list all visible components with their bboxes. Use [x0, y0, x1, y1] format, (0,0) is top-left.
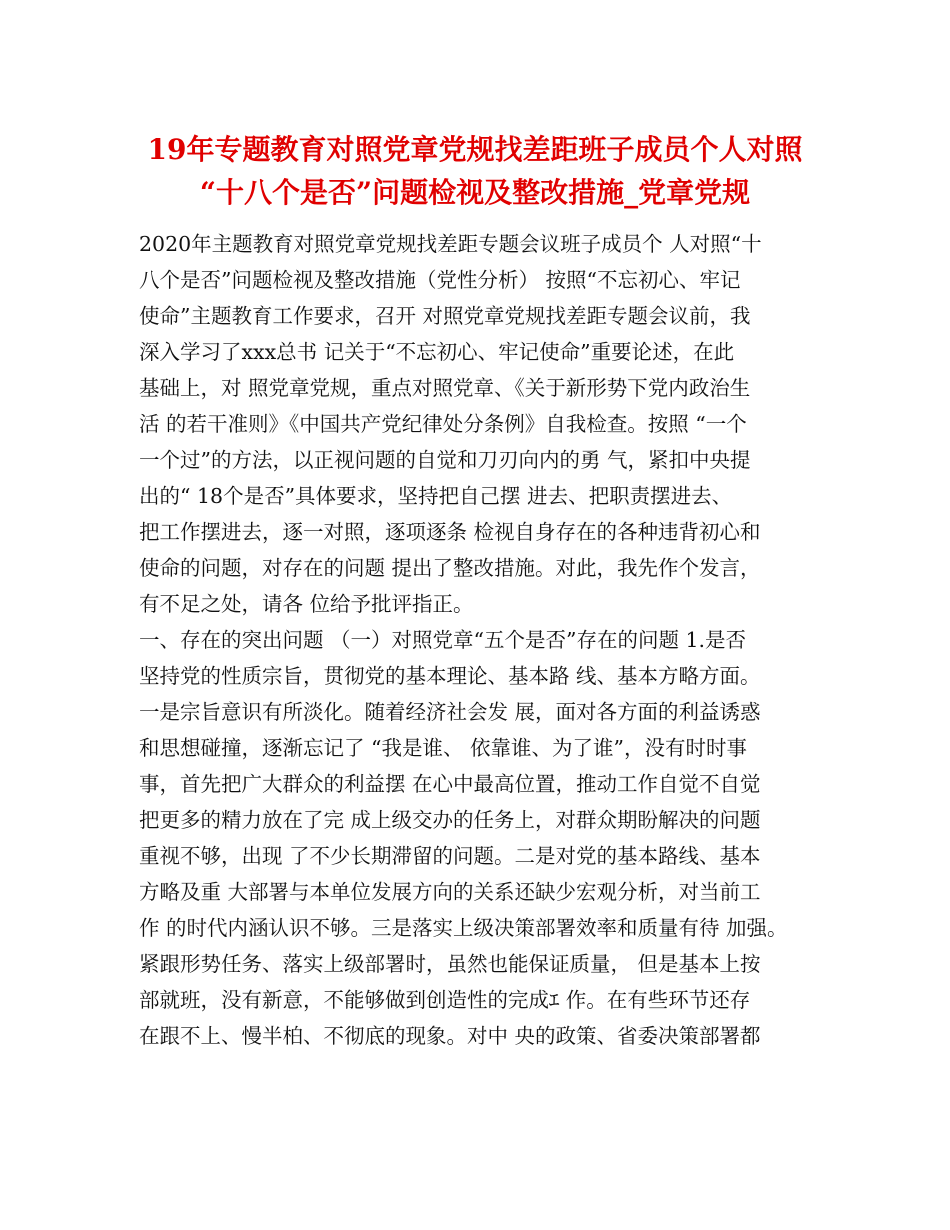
body-line: 和思想碰撞，逐渐忘记了 “我是谁、 依靠谁、为了谁”，没有时时事: [139, 736, 747, 760]
body-line: 出的“ 18个是否”具体要求，坚持把自己摆 进去、把职责摆进去、: [139, 484, 733, 508]
body-line: 有不足之处，请各 位给予批评指正。: [139, 592, 474, 616]
body-line: 在跟不上、慢半柏、不彻底的现象。对中 央的政策、省委决策部署都: [139, 1024, 761, 1048]
body-line: 重视不够，出现 了不少长期滞留的问题。二是对党的基本路线、基本: [139, 844, 761, 868]
body-line: 作 的时代内涵认识不够。三是落实上级决策部署效率和质量有待 加强。: [139, 916, 788, 940]
body-line: 把工作摆进去，逐一对照，逐项逐条 检视自身存在的各种违背初心和: [139, 520, 761, 544]
body-line: 八个是否”问题检视及整改措施（党性分析） 按照“不忘初心、牢记: [139, 268, 741, 292]
document-title-line-2: “十八个是否”问题检视及整改措施_党章党规: [199, 176, 751, 209]
body-line: 紧跟形势任务、落实上级部署时，虽然也能保证质量， 但是基本上按: [139, 952, 761, 976]
body-line: 一个过”的方法，以正视问题的自觉和刀刃向内的勇 气，紧扣中央提: [139, 448, 751, 472]
body-line: 使命”主题教育工作要求，召开 对照党章党规找差距专题会议前，我: [139, 304, 751, 328]
body-line: 活 的若干准则》《中国共产党纪律处分条例》自我检查。按照 “一个: [139, 412, 747, 436]
body-line: 把更多的精力放在了完 成上级交办的任务上，对群众期盼解决的问题: [139, 808, 761, 832]
body-line: 基础上，对 照党章党规，重点对照党章、《关于新形势下党内政治生: [139, 376, 751, 400]
body-line: 部就班，没有新意，不能够做到创造性的完成ｴ 作。在有些环节还存: [139, 988, 751, 1012]
body-line: 事，首先把广大群众的利益摆 在心中最高位置，推动工作自觉不自觉: [139, 772, 761, 796]
body-line: 深入学习了xxx总书 记关于“不忘初心、牢记使命”重要论述，在此: [139, 340, 735, 364]
body-line: 方略及重 大部署与本单位发展方向的关系还缺少宏观分析，对当前工: [139, 880, 761, 904]
body-line: 一是宗旨意识有所淡化。随着经济社会发 展，面对各方面的利益诱惑: [139, 700, 761, 724]
body-line: 一、存在的突出问题 （一）对照党章“五个是否”存在的问题 1.是否: [139, 628, 747, 652]
body-line: 2020年主题教育对照党章党规找差距专题会议班子成员个 人对照“十: [139, 232, 762, 256]
document-title-line-1: 19年专题教育对照党章党规找差距班子成员个人对照: [147, 133, 803, 166]
body-line: 坚持党的性质宗旨，贯彻党的基本理论、基本路 线、基本方略方面。: [139, 664, 761, 688]
body-line: 使命的问题，对存在的问题 提出了整改措施。对此，我先作个发言，: [139, 556, 761, 580]
